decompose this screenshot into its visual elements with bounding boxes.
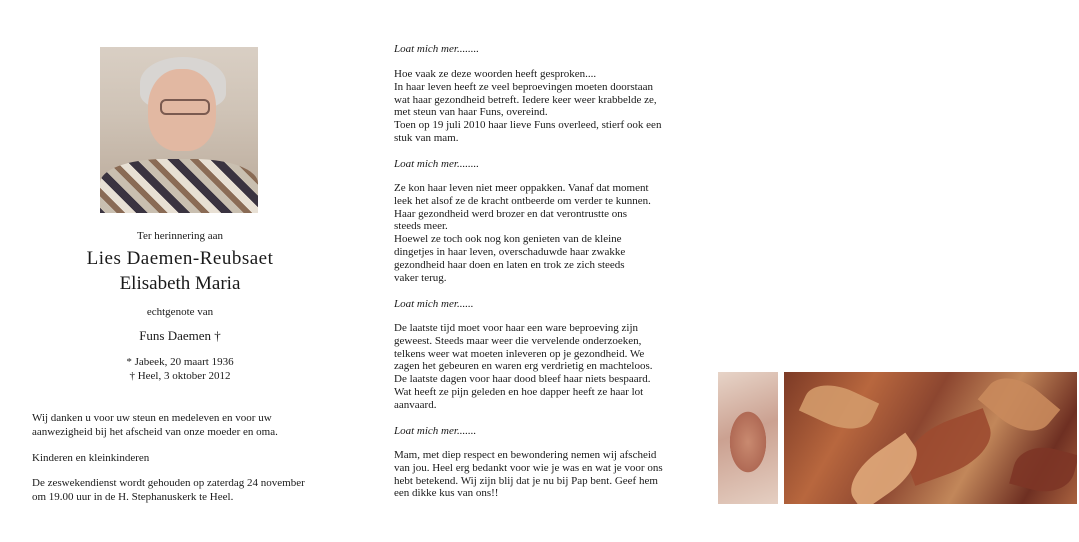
paragraph-line: zagen het gebeuren en waren erg verdrietig en machteloos. <box>394 360 653 373</box>
service-line-1: De zeswekendienst wordt gehouden op zaterdag 24 november <box>32 477 305 489</box>
autumn-leaves-image-small <box>718 372 778 504</box>
right-panel <box>715 0 1079 542</box>
paragraph-line: Toen op 19 juli 2010 haar lieve Funs overleed, stierf ook een <box>394 119 662 132</box>
paragraph-line: een dikke kus van ons!! <box>394 487 499 500</box>
paragraph-line: Hoewel ze toch ook nog kon genieten van de kleine <box>394 233 622 246</box>
death-date: † Heel, 3 oktober 2012 <box>129 370 231 382</box>
paragraph-3 <box>394 322 694 412</box>
photo-glasses <box>160 99 210 115</box>
service-line-2: om 19.00 uur in de H. Stephanuskerk te Heel. <box>32 491 234 503</box>
thanks-line-1: Wij danken u voor uw steun en medeleven en voor uw <box>32 412 272 424</box>
paragraph-line: van jou. Heel erg bedankt voor wie je was en wat je voor ons <box>394 461 663 474</box>
paragraph-line: Mam, met diep respect en bewondering nemen wij afscheid <box>394 449 657 461</box>
leaf-shape <box>1009 440 1077 499</box>
deceased-full-name: Elisabeth Maria <box>119 273 241 294</box>
middle-panel <box>360 0 715 542</box>
paragraph-2 <box>394 182 694 284</box>
thanks-line-2: aanwezigheid bij het afscheid van onze moeder en oma. <box>32 426 278 438</box>
paragraph-line: stuk van mam. <box>394 131 459 144</box>
spouse-label: echtgenote van <box>146 306 214 318</box>
paragraph-line: In haar leven heeft ze veel beproevingen moeten doorstaan <box>394 80 653 93</box>
refrain-heading-2: Loat mich mer........ <box>394 158 479 170</box>
refrain-heading-3: Loat mich mer...... <box>394 298 474 310</box>
in-memory-label: Ter herinnering aan <box>137 230 223 242</box>
left-panel <box>0 0 360 542</box>
paragraph-line: De laatste tijd moet voor haar een ware beproeving zijn <box>394 322 639 334</box>
family-signature: Kinderen en kleinkinderen <box>32 452 150 464</box>
paragraph-line: Ze kon haar leven niet meer oppakken. Vanaf dat moment <box>394 182 649 194</box>
paragraph-line: De laatste dagen voor haar dood bleef haar niets bespaard. <box>394 373 651 386</box>
spouse-name: Funs Daemen † <box>139 328 221 343</box>
paragraph-line: telkens weer wat moeten inleveren op je gezondheid. We <box>394 347 645 360</box>
paragraph-line: vaker terug. <box>394 271 447 284</box>
paragraph-line: Haar gezondheid werd brozer en dat verontrustte ons <box>394 207 628 220</box>
paragraph-line: geweest. Steeds maar weer die vervelende onderzoeken, <box>394 334 642 347</box>
deceased-name: Lies Daemen-Reubsaet <box>86 248 274 269</box>
paragraph-line: gezondheid haar doen en laten en trok ze zich steeds <box>394 258 625 271</box>
paragraph-1 <box>394 68 694 145</box>
portrait-photo <box>100 47 258 213</box>
paragraph-line: steeds meer. <box>394 220 448 233</box>
refrain-heading-4: Loat mich mer....... <box>394 425 477 437</box>
paragraph-line: Wat heeft ze pijn geleden en hoe dapper heeft ze haar lot <box>394 385 644 398</box>
birth-date: * Jabeek, 20 maart 1936 <box>126 356 234 368</box>
paragraph-line: met steun van haar Funs, overeind. <box>394 106 548 119</box>
photo-shirt <box>100 159 258 213</box>
leaf-shape <box>799 374 879 440</box>
paragraph-line: leek het alsof ze de kracht ontbeerde om verder te kunnen. <box>394 194 651 207</box>
paragraph-4 <box>394 449 694 500</box>
paragraph-line: dingetjes in haar leven, overschaduwde haar zwakke <box>394 245 626 258</box>
autumn-leaves-image-large <box>784 372 1077 504</box>
paragraph-line: aanvaard. <box>394 398 437 411</box>
refrain-heading-1: Loat mich mer........ <box>394 43 479 55</box>
paragraph-line: wat haar gezondheid betreft. Iedere keer weer krabbelde ze, <box>394 93 657 106</box>
paragraph-line: hebt betekend. Wij zijn blij dat je nu bij Pap bent. Geef hem <box>394 474 658 487</box>
paragraph-line: Hoe vaak ze deze woorden heeft gesproken.... <box>394 68 597 80</box>
